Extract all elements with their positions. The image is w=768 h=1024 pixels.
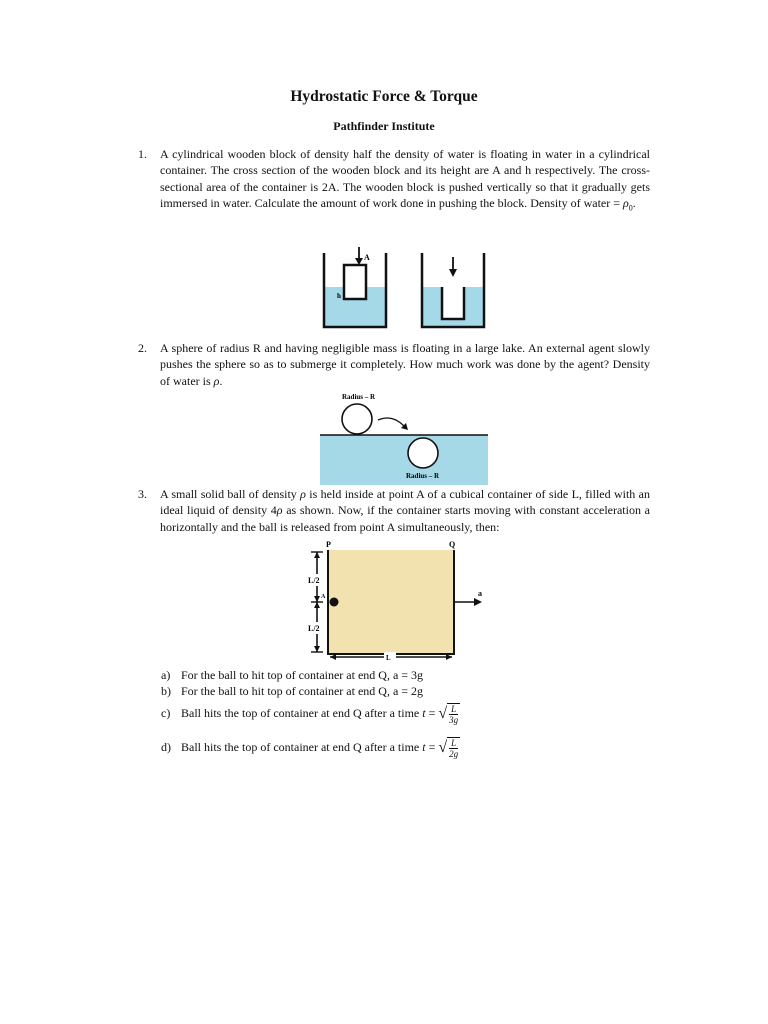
- question-text: [160, 146, 650, 217]
- label-p: P: [326, 540, 331, 549]
- submerged-sphere: [408, 438, 438, 468]
- option-c: [161, 703, 460, 725]
- denominator: 2g: [449, 749, 459, 759]
- question-1-end: .: [632, 196, 636, 211]
- sqrt-icon: √: [438, 739, 448, 756]
- question-3-part-a: A small solid ball of density: [160, 487, 301, 501]
- rho-subscript: 0: [628, 203, 633, 213]
- block-right: [442, 287, 464, 319]
- question-number: 3.: [138, 487, 147, 501]
- question-3-part-b: is held inside at point A of a cubical container of side L, filled with an ideal liquid of density 4: [160, 487, 650, 518]
- motion-arrow: [378, 418, 404, 426]
- label-a: a: [478, 589, 482, 598]
- option-label: b): [161, 684, 171, 698]
- liquid-fill: [328, 550, 454, 654]
- figure-floating-block: [318, 247, 490, 333]
- block-left: [344, 265, 366, 299]
- option-text: For the ball to hit top of container at end Q, a = 2g: [181, 684, 424, 698]
- label-half-top: L/2: [308, 576, 320, 585]
- arrow-label-a: A: [364, 253, 370, 262]
- option-b: [161, 684, 423, 699]
- numerator: L: [451, 704, 457, 714]
- radius-label-bottom: Radius – R: [406, 472, 440, 480]
- page-subtitle: Pathfinder Institute: [333, 119, 435, 133]
- question-1-body: A cylindrical wooden block of density half the density of water is floating in water in a cylindrical container. The cross section of the wooden block and its height are A and h respectively. The cross-sectional area of the container is 2A. The wooden block is pushed vertically so that it gradually gets immersed in water. Calculate the amount of work done in pushing the block. Density of water =: [160, 147, 650, 211]
- option-text: Ball hits the top of container at end Q after a time: [181, 705, 423, 720]
- question-2-body: A sphere of radius R and having negligible mass is floating in a large lake. An external agent slowly pushes the sphere so as to submerge it completely. How much work was done by the agent? Density of water is: [160, 341, 650, 388]
- accel-arrowhead: [474, 598, 482, 606]
- lake-water: [320, 435, 488, 485]
- rho-symbol-2: ρ: [276, 503, 283, 518]
- dim-arrow-2: [314, 596, 320, 602]
- floating-sphere: [342, 404, 372, 434]
- fraction: [447, 737, 460, 759]
- label-point-a: A: [321, 594, 326, 600]
- question-number: 2.: [138, 341, 147, 355]
- page-title: Hydrostatic Force & Torque: [290, 88, 478, 105]
- rho-symbol: ρ: [623, 196, 629, 211]
- height-label-h: h: [337, 292, 341, 300]
- sqrt-icon: √: [438, 705, 448, 722]
- numerator: L: [451, 738, 457, 748]
- time-symbol: t: [422, 739, 426, 754]
- figure-sphere-lake: [320, 390, 490, 486]
- option-d: [161, 737, 460, 759]
- rho-symbol: ρ: [213, 373, 220, 388]
- sqrt-fraction: [438, 703, 460, 725]
- option-text: For the ball to hit top of container at end Q, a = 3g: [181, 668, 424, 682]
- denominator: 3g: [449, 715, 459, 725]
- option-text: Ball hits the top of container at end Q after a time: [181, 739, 423, 754]
- question-number: 1.: [138, 147, 147, 161]
- label-half-bottom: L/2: [308, 624, 320, 633]
- question-1: [138, 146, 650, 217]
- question-3: [138, 486, 650, 535]
- fraction: [447, 703, 460, 725]
- question-text: [160, 340, 650, 389]
- dim-arrow-3: [314, 602, 320, 608]
- push-arrowhead-right: [449, 269, 457, 277]
- rho-symbol: ρ: [300, 487, 306, 501]
- dim-arrow-1: [314, 552, 320, 558]
- question-text: [160, 486, 650, 535]
- label-side-l: L: [386, 654, 391, 662]
- label-q: Q: [449, 540, 456, 549]
- equals-sign: =: [425, 705, 439, 720]
- ball-a: [330, 598, 339, 607]
- option-label: a): [161, 668, 171, 682]
- dim-arrow-4: [314, 646, 320, 652]
- time-symbol: t: [422, 705, 426, 720]
- option-label: c): [161, 705, 171, 720]
- question-3-part-c: as shown. Now, if the container starts moving with constant acceleration a horizontally and the ball is released from point A simultaneously, then:: [160, 503, 650, 534]
- question-2-end: .: [219, 373, 223, 388]
- radius-label-top: Radius – R: [342, 393, 376, 401]
- figure-cubical-container: [304, 538, 494, 662]
- sqrt-fraction: [438, 737, 460, 759]
- option-a: [161, 668, 423, 683]
- equals-sign: =: [425, 739, 439, 754]
- question-2: [138, 340, 650, 389]
- option-label: d): [161, 739, 171, 754]
